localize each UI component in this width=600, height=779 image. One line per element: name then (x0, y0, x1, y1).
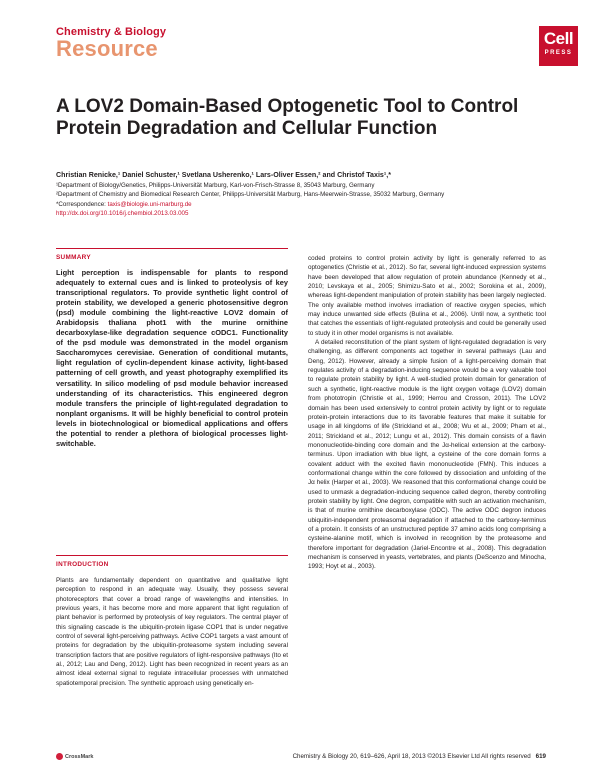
body-paragraph-1: coded proteins to control protein activity by light is generally referred to as optogenetics (Christie et al., 2012). So far, several light-induced expression systems have been developed that allow regulation of protein abundance (Kennedy et al., 2010; Levskaya et al., 2005; Shimizu-Sato et al., 2002; Sorokina et al., 2009), whereas light-dependent manipulation of protein stability has been largely neglected. The only available method involves irradiation of reactive oxygen species, which may induce unwanted side effects (Bulina et al., 2006). Until now, a synthetic tool that catches the essentials of light-regulated proteolysis and could be generally used to study it in other model organisms is not available. (308, 255, 546, 337)
journal-citation (293, 753, 546, 760)
crossmark-label: CrossMark (65, 753, 94, 760)
correspondence-label: *Correspondence: (56, 200, 108, 208)
affiliation-2: ²Department of Chemistry and Biomedical Research Center, Philipps-Universität Marburg, Hans-Meerwein-Strasse, 35032 Marburg, Germany (56, 191, 445, 199)
citation-text: Chemistry & Biology 20, 619–626, April 18, 2013 ©2013 Elsevier Ltd All rights reserved (292, 753, 531, 760)
cell-press-logo (539, 26, 578, 66)
article-title: A LOV2 Domain-Based Optogenetic Tool to Control Protein Degradation and Cellular Function (56, 96, 519, 139)
journal-name: Chemistry & Biology (56, 26, 167, 38)
introduction-heading: INTRODUCTION (56, 561, 109, 568)
logo-main-text: Cell (543, 29, 574, 48)
right-column (308, 254, 546, 572)
introduction-text: Plants are fundamentally dependent on quantitative and qualitative light perception to respond in an adequate way. Usually, they possess several photoreceptors that cover a broad range of wavelengths and intensities. In previous years, it has become more and more apparent that light regulation of plant behavior is performed by proteolysis of key regulators. The central player of this signaling cascade is the ubiquitin-protein ligase COP1 that is under negative control of several light-perceiving pathways. Active COP1 targets a vast amount of proteins for degradation by the ubiquitin-proteasome system including several transcription factors that are positive regulators of light-responsive pathways (Ito et al., 2012; Lau and Deng, 2012). Light has been recognized in recent years as an almost ideal external signal to regulate intracellular processes with unmatched spatiotemporal precision. The synthetic approach using genetically en- (56, 577, 288, 687)
logo-sub-text: PRESS (544, 50, 573, 56)
summary-top-rule (56, 248, 288, 249)
author-list: Christian Renicke,¹ Daniel Schuster,¹ Svetlana Usherenko,¹ Lars-Oliver Essen,² and Christof Taxis¹,* (56, 171, 391, 179)
affiliations (56, 181, 576, 218)
section-label: Resource (56, 36, 158, 61)
page-number: 619 (535, 753, 546, 760)
summary-bottom-rule (56, 555, 288, 556)
body-paragraph-2: A detailed reconstitution of the plant system of light-regulated degradation is very challenging, as different components act together in several pathways (Lau and Deng, 2012). However, already a simple fusion of a light-perceiving domain that regulates activity of a degradation-inducing sequence would be a very valuable tool to regulate protein stability by light. A well-studied protein domain for generation of such a synthetic, light-reactive module is the light oxygen voltage (LOV2) domain from phototropin (Christie et al., 1999; Herrou and Crosson, 2011). The LOV2 domain has been used extensively to control protein activity by light or to regulate protein-protein interactions due to its favorable features that make it suitable for usage in all kingdoms of life (Strickland et al., 2008; Wu et al., 2009; Pham et al., 2011; Strickland et al., 2012; Lungu et al., 2012). This domain consists of a flavin mononucleotide-binding core domain and the Jα-helical extension at the carboxy-terminus. Upon irradiation with blue light, a cysteine of the core domain forms a covalent adduct with the excited flavin mononucleotide (FMN). This induces a conformational change within the core followed by dissociation and unfolding of the Jα helix (Harper et al., 2003). We reasoned that this conformational change could be used to unmask a degradation-inducing sequence called degron, thereby controlling protein stability by light. One degron, compatible with such an activation mechanism, is that of murine ornithine decarboxylase (ODC). The active ODC degron induces ubiquitin-independent proteasomal degradation if attached to the carboxy-terminus of a protein. It consists of an unstructured peptide 37 amino acids long comprising a cysteine-alanine motif, which is involved in recognition by the proteasome and therefore important for degradation (Jariel-Encontre et al., 2008). This degradation mechanism is conserved in yeasts, vertebrates, and plants (DeScenzo and Minocha, 1993; Hoyt et al., 2003). (308, 339, 546, 571)
crossmark-badge[interactable] (56, 753, 93, 760)
summary-heading: SUMMARY (56, 254, 91, 261)
doi-link[interactable]: http://dx.doi.org/10.1016/j.chembiol.2013.03.005 (56, 209, 189, 217)
summary-text: Light perception is indispensable for plants to respond adequately to external cues and is linked to proteolysis of key transcriptional regulators. To provide synthetic light control of protein stability, we developed a generic photosensitive degron (psd) module combining the light-reactive LOV2 domain of Arabidopsis thaliana phot1 with the murine ornithine decarboxylase-like degradation sequence cODC1. Functionality of the psd module was demonstrated in the model organism Saccharomyces cerevisiae. Generation of conditional mutants, light regulation of cyclin-dependent kinase activity, light-based patterning of cell growth, and yeast photography exemplified its versatility. In silico modeling of psd module behavior increased understanding of its characteristics. This engineered degron module transfers the principle of light-regulated degradation to nonplant organisms. It will be highly beneficial to control protein levels in biotechnological or biomedical applications and offers the potential to render a plethora of biological processes light-switchable. (56, 268, 288, 448)
correspondence (56, 200, 576, 209)
correspondence-email-link[interactable]: taxis@biologie.uni-marburg.de (107, 200, 192, 208)
crossmark-icon (56, 753, 63, 760)
affiliation-1: ¹Department of Biology/Genetics, Philipps-Universität Marburg, Karl-von-Frisch-Strasse 8, 35043 Marburg, Germany (56, 182, 375, 189)
